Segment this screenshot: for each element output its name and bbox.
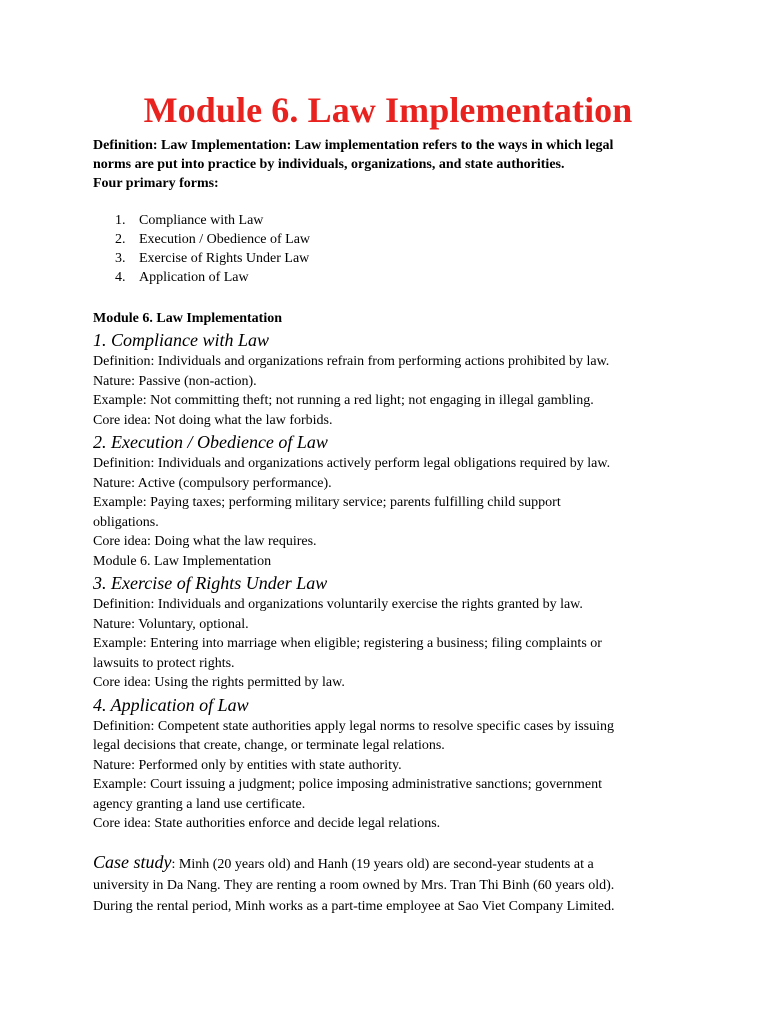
case-study-label: Case study	[93, 851, 172, 872]
case-study-line-3: During the rental period, Minh works as a part-time employee at Sao Viet Company Limited.	[93, 898, 615, 914]
section-exercise	[93, 571, 683, 693]
repeat-header: Module 6. Law Implementation	[93, 553, 272, 569]
section-compliance	[93, 328, 683, 430]
case-study	[93, 852, 683, 917]
section-line: Example: Court issuing a judgment; police imposing administrative sanctions; government	[93, 777, 602, 792]
list-item: 3. Exercise of Rights Under Law	[115, 251, 310, 266]
section-line: Nature: Voluntary, optional.	[93, 616, 249, 632]
section-line: Definition: Competent state authorities apply legal norms to resolve specific cases by issuing	[93, 718, 614, 734]
section-line: agency granting a land use certificate.	[93, 796, 306, 812]
list-item: 4. Application of Law	[115, 270, 249, 285]
section-line: Core idea: Using the rights permitted by law.	[93, 675, 345, 690]
section-line: Example: Not committing theft; not running a red light; not engaging in illegal gambling.	[93, 393, 594, 408]
module-subtitle: Module 6. Law Implementation	[93, 311, 282, 326]
section-line: Core idea: State authorities enforce and decide legal relations.	[93, 816, 441, 831]
section-line: Example: Entering into marriage when eligible; registering a business; filing complaints or	[93, 636, 602, 651]
case-study-line-1: Case study: Minh (20 years old) and Hanh (19 years old) are second-year students at a	[93, 851, 594, 872]
section-line: Definition: Individuals and organizations refrain from performing actions prohibited by law.	[93, 354, 610, 369]
document-page	[93, 88, 683, 917]
section-line: Nature: Performed only by entities with state authority.	[93, 757, 402, 773]
section-line: Definition: Individuals and organizations voluntarily exercise the rights granted by law.	[93, 597, 583, 612]
section-line: Core idea: Doing what the law requires.	[93, 534, 317, 549]
section-line: Nature: Passive (non-action).	[93, 373, 257, 389]
section-line: Example: Paying taxes; performing military service; parents fulfilling child support	[93, 495, 561, 510]
page-title: Module 6. Law Implementation	[143, 90, 633, 130]
section-line: obligations.	[93, 514, 159, 530]
definition-line-2: norms are put into practice by individuals, organizations, and state authorities.	[93, 157, 565, 172]
section-heading: 4. Application of Law	[93, 694, 249, 715]
section-line: Core idea: Not doing what the law forbids.	[93, 412, 333, 428]
section-execution	[93, 430, 683, 552]
definition-line-1: Definition: Law Implementation: Law implementation refers to the ways in which legal	[93, 138, 614, 153]
definition-block	[93, 136, 683, 193]
section-line: legal decisions that create, change, or terminate legal relations.	[93, 738, 445, 753]
section-heading: 2. Execution / Obedience of Law	[93, 432, 328, 452]
list-item: 2. Execution / Obedience of Law	[115, 232, 311, 247]
section-application	[93, 693, 683, 834]
section-heading: 3. Exercise of Rights Under Law	[93, 573, 328, 593]
section-heading: 1. Compliance with Law	[93, 330, 270, 350]
case-study-line-2: university in Da Nang. They are renting a room owned by Mrs. Tran Thi Binh (60 years old).	[93, 877, 615, 893]
section-line: Definition: Individuals and organizations actively perform legal obligations required by law.	[93, 456, 611, 471]
section-line: lawsuits to protect rights.	[93, 655, 235, 671]
forms-list	[93, 211, 683, 287]
forms-intro: Four primary forms:	[93, 176, 219, 191]
section-line: Nature: Active (compulsory performance).	[93, 475, 332, 491]
list-item: 1. Compliance with Law	[115, 213, 264, 228]
